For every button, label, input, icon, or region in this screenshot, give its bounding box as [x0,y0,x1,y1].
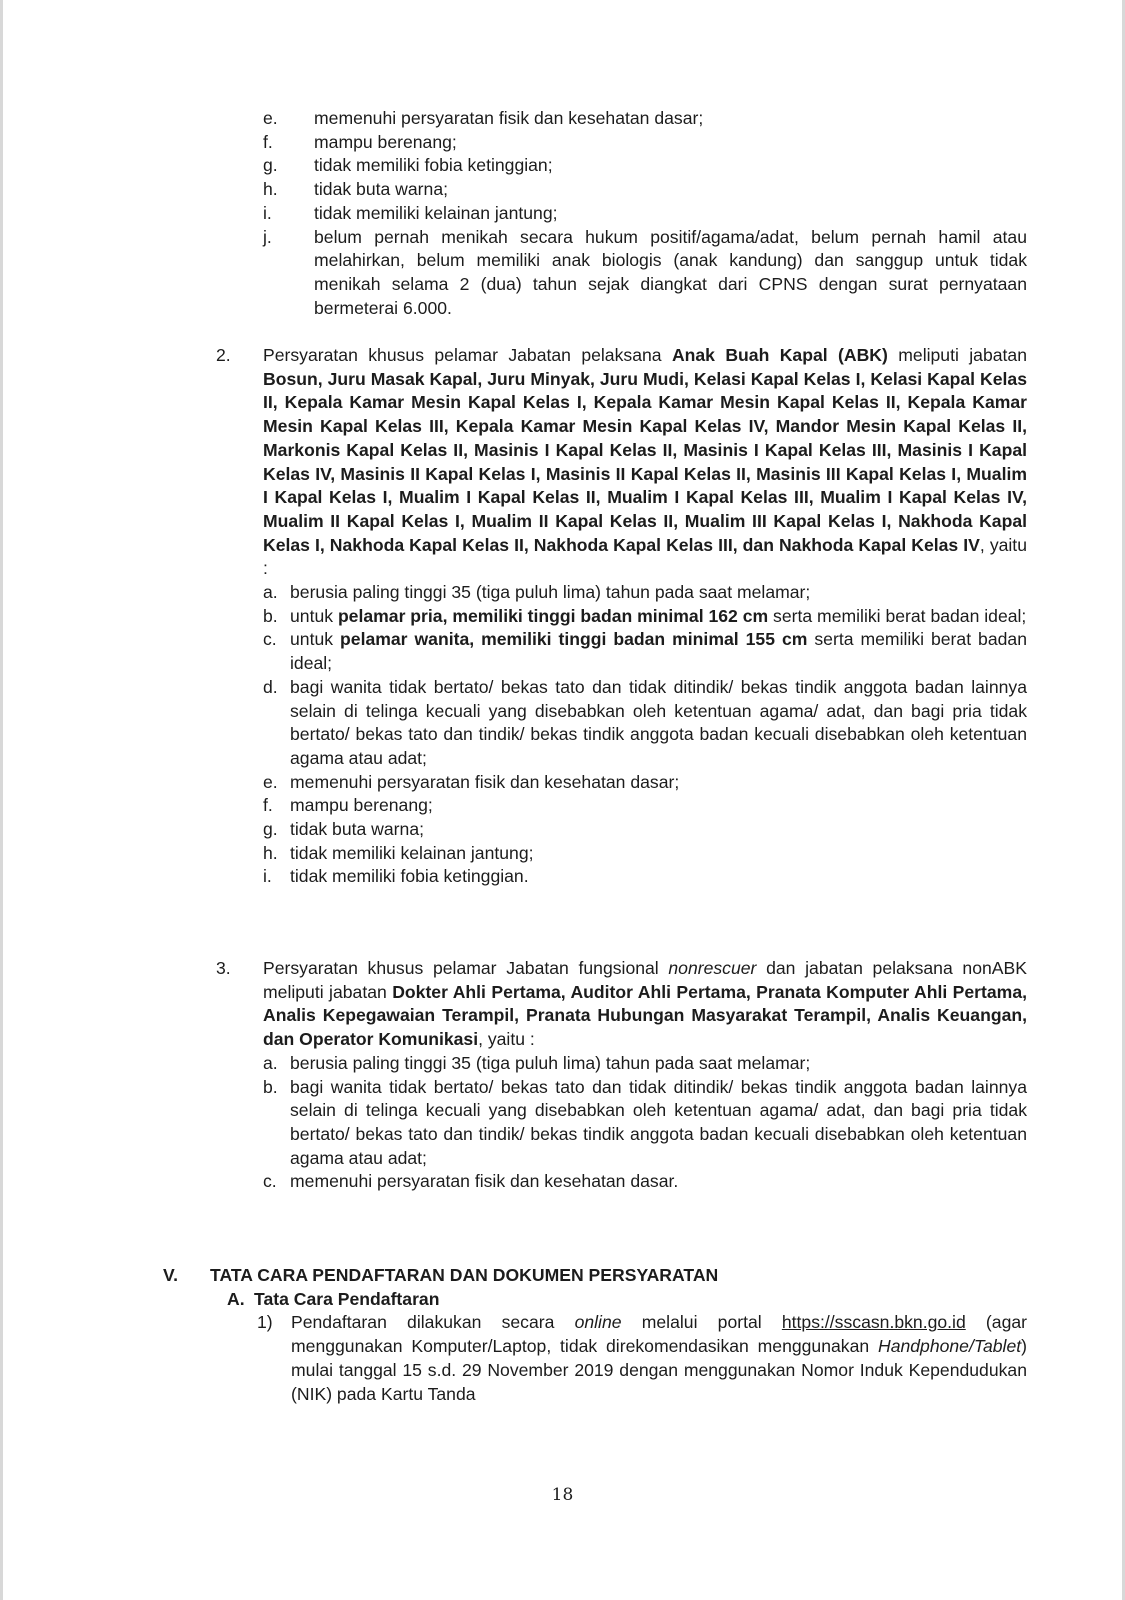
item-3-intro: Persyaratan khusus pelamar Jabatan fungsional nonrescuer dan jabatan pelaksana nonABK meliputi jabatan Dokter Ahli Pertama, Auditor Ahli Pertama, Pranata Komputer Ahli Pertama, Analis Kepegawaian Terampil, Pranata Hubungan Masyarakat Terampil, Analis Keuangan, dan Operator Komunikasi, yaitu : [263,958,1027,1050]
list-item: a. berusia paling tinggi 35 (tiga puluh lima) tahun pada saat melamar; [263,582,811,603]
list-item: h. tidak buta warna; [263,179,448,200]
requirement-item-2 [216,344,1027,889]
list-item: i. tidak memiliki kelainan jantung; [263,202,558,223]
section-heading: V. TATA CARA PENDAFTARAN DAN DOKUMEN PERSYARATAN [163,1265,719,1285]
list-continued [263,107,1027,320]
list-item: f. mampu berenang; [263,131,457,152]
page-number: 18 [551,1485,574,1505]
list-item: b. bagi wanita tidak bertato/ bekas tato dan tidak ditindik/ bekas tindik anggota badan lainnya selain di telinga kecuali yang disebabkan oleh ketentuan agama/ adat, dan bagi pria tidak bertato/ bekas tato dan tindik/ bekas tindik anggota badan kecuali disebabkan oleh ketentuan agama atau adat; [263,1076,1027,1168]
requirement-item-3 [216,957,1027,1194]
list-item: j. belum pernah menikah secara hukum positif/agama/adat, belum pernah hamil atau melahirkan, belum memiliki anak biologis (anak kandung) dan sanggup untuk tidak menikah selama 2 (dua) tahun sejak diangkat dari CPNS dengan surat pernyataan bermeterai 6.000. [263,226,1027,318]
item-3-sublist [263,1052,1027,1194]
list-item: i. tidak memiliki fobia ketinggian. [263,866,529,887]
scan-edge-left [0,0,3,1600]
list-item: f. mampu berenang; [263,795,433,816]
list-item: g. tidak memiliki fobia ketinggian; [263,155,553,176]
item-2-sublist [263,581,1027,889]
item-number: 3. [216,958,231,978]
subsection-heading: A. Tata Cara Pendaftaran [227,1288,440,1309]
list-item: e. memenuhi persyaratan fisik dan kesehatan dasar; [263,108,704,128]
list-item: a. berusia paling tinggi 35 (tiga puluh lima) tahun pada saat melamar; [263,1052,811,1073]
item-number: 2. [216,345,231,365]
abk-positions: Bosun, Juru Masak Kapal, Juru Minyak, Juru Mudi, Kelasi Kapal Kelas I, Kelasi Kapal Kelas II, Kepala Kamar Mesin Kapal Kelas I, Kepala Kamar Mesin Kapal Kelas II, Kepala Kamar Mesin Kapal Kelas III, Kepala Kamar Mesin Kapal Kelas IV, Mandor Mesin Kapal Kelas II, Markonis Kapal Kelas II, Masinis I Kapal Kelas II, Masinis I Kapal Kelas III, Masinis I Kapal Kelas IV, Masinis II Kapal Kelas I, Masinis II Kapal Kelas II, Masinis III Kapal Kelas I, Mualim I Kapal Kelas I, Mualim I Kapal Kelas II, Mualim I Kapal Kelas III, Mualim I Kapal Kelas IV, Mualim II Kapal Kelas I, Mualim II Kapal Kelas II, Mualim III Kapal Kelas I, Nakhoda Kapal Kelas I, Nakhoda Kapal Kelas II, Nakhoda Kapal Kelas III, dan Nakhoda Kapal Kelas IV [263,368,1027,555]
list-item: g. tidak buta warna; [263,819,424,840]
nonabk-positions: Dokter Ahli Pertama, Auditor Ahli Pertama, Pranata Komputer Ahli Pertama, Analis Kepegawaian Terampil, Pranata Hubungan Masyarakat Terampil, Analis Keuangan, dan Operator Komunikasi [263,981,1027,1050]
sscasn-portal-link[interactable]: https://sscasn.bkn.go.id [781,1312,966,1333]
list-item: e. memenuhi persyaratan fisik dan kesehatan dasar; [263,771,680,792]
section-v [163,1264,1027,1406]
registration-step-1: 1) Pendaftaran dilakukan secara online melalui portal https://sscasn.bkn.go.id (agar menggunakan Komputer/Laptop, tidak direkomendasikan menggunakan Handphone/Tablet) mulai tanggal 15 s.d. 29 November 2019 dengan menggunakan Nomor Induk Kependudukan (NIK) pada Kartu Tanda [257,1312,1027,1404]
item-2-intro: Persyaratan khusus pelamar Jabatan pelaksana Anak Buah Kapal (ABK) meliputi jabatan Bosun, Juru Masak Kapal, Juru Minyak, Juru Mudi, Kelasi Kapal Kelas I, Kelasi Kapal Kelas II, Kepala Kamar Mesin Kapal Kelas I, Kepala Kamar Mesin Kapal Kelas II, Kepala Kamar Mesin Kapal Kelas III, Kepala Kamar Mesin Kapal Kelas IV, Mandor Mesin Kapal Kelas II, Markonis Kapal Kelas II, Masinis I Kapal Kelas II, Masinis I Kapal Kelas III, Masinis I Kapal Kelas IV, Masinis II Kapal Kelas I, Masinis II Kapal Kelas II, Masinis III Kapal Kelas I, Mualim I Kapal Kelas I, Mualim I Kapal Kelas II, Mualim I Kapal Kelas III, Mualim I Kapal Kelas IV, Mualim II Kapal Kelas I, Mualim II Kapal Kelas II, Mualim III Kapal Kelas I, Nakhoda Kapal Kelas I, Nakhoda Kapal Kelas II, Nakhoda Kapal Kelas III, dan Nakhoda Kapal Kelas IV, yaitu : [263,345,1027,579]
list-item: h. tidak memiliki kelainan jantung; [263,842,534,863]
list-item: c. memenuhi persyaratan fisik dan kesehatan dasar. [263,1171,679,1192]
list-item: d. bagi wanita tidak bertato/ bekas tato dan tidak ditindik/ bekas tindik anggota badan lainnya selain di telinga kecuali yang disebabkan oleh ketentuan agama/ adat, dan bagi pria tidak bertato/ bekas tato dan tindik/ bekas tindik anggota badan kecuali disebabkan oleh ketentuan agama atau adat; [263,676,1027,768]
list-item: b. untuk pelamar pria, memiliki tinggi badan minimal 162 cm serta memiliki berat badan ideal; [263,605,1027,626]
list-item: c. untuk pelamar wanita, memiliki tinggi badan minimal 155 cm serta memiliki berat badan ideal; [263,629,1027,674]
